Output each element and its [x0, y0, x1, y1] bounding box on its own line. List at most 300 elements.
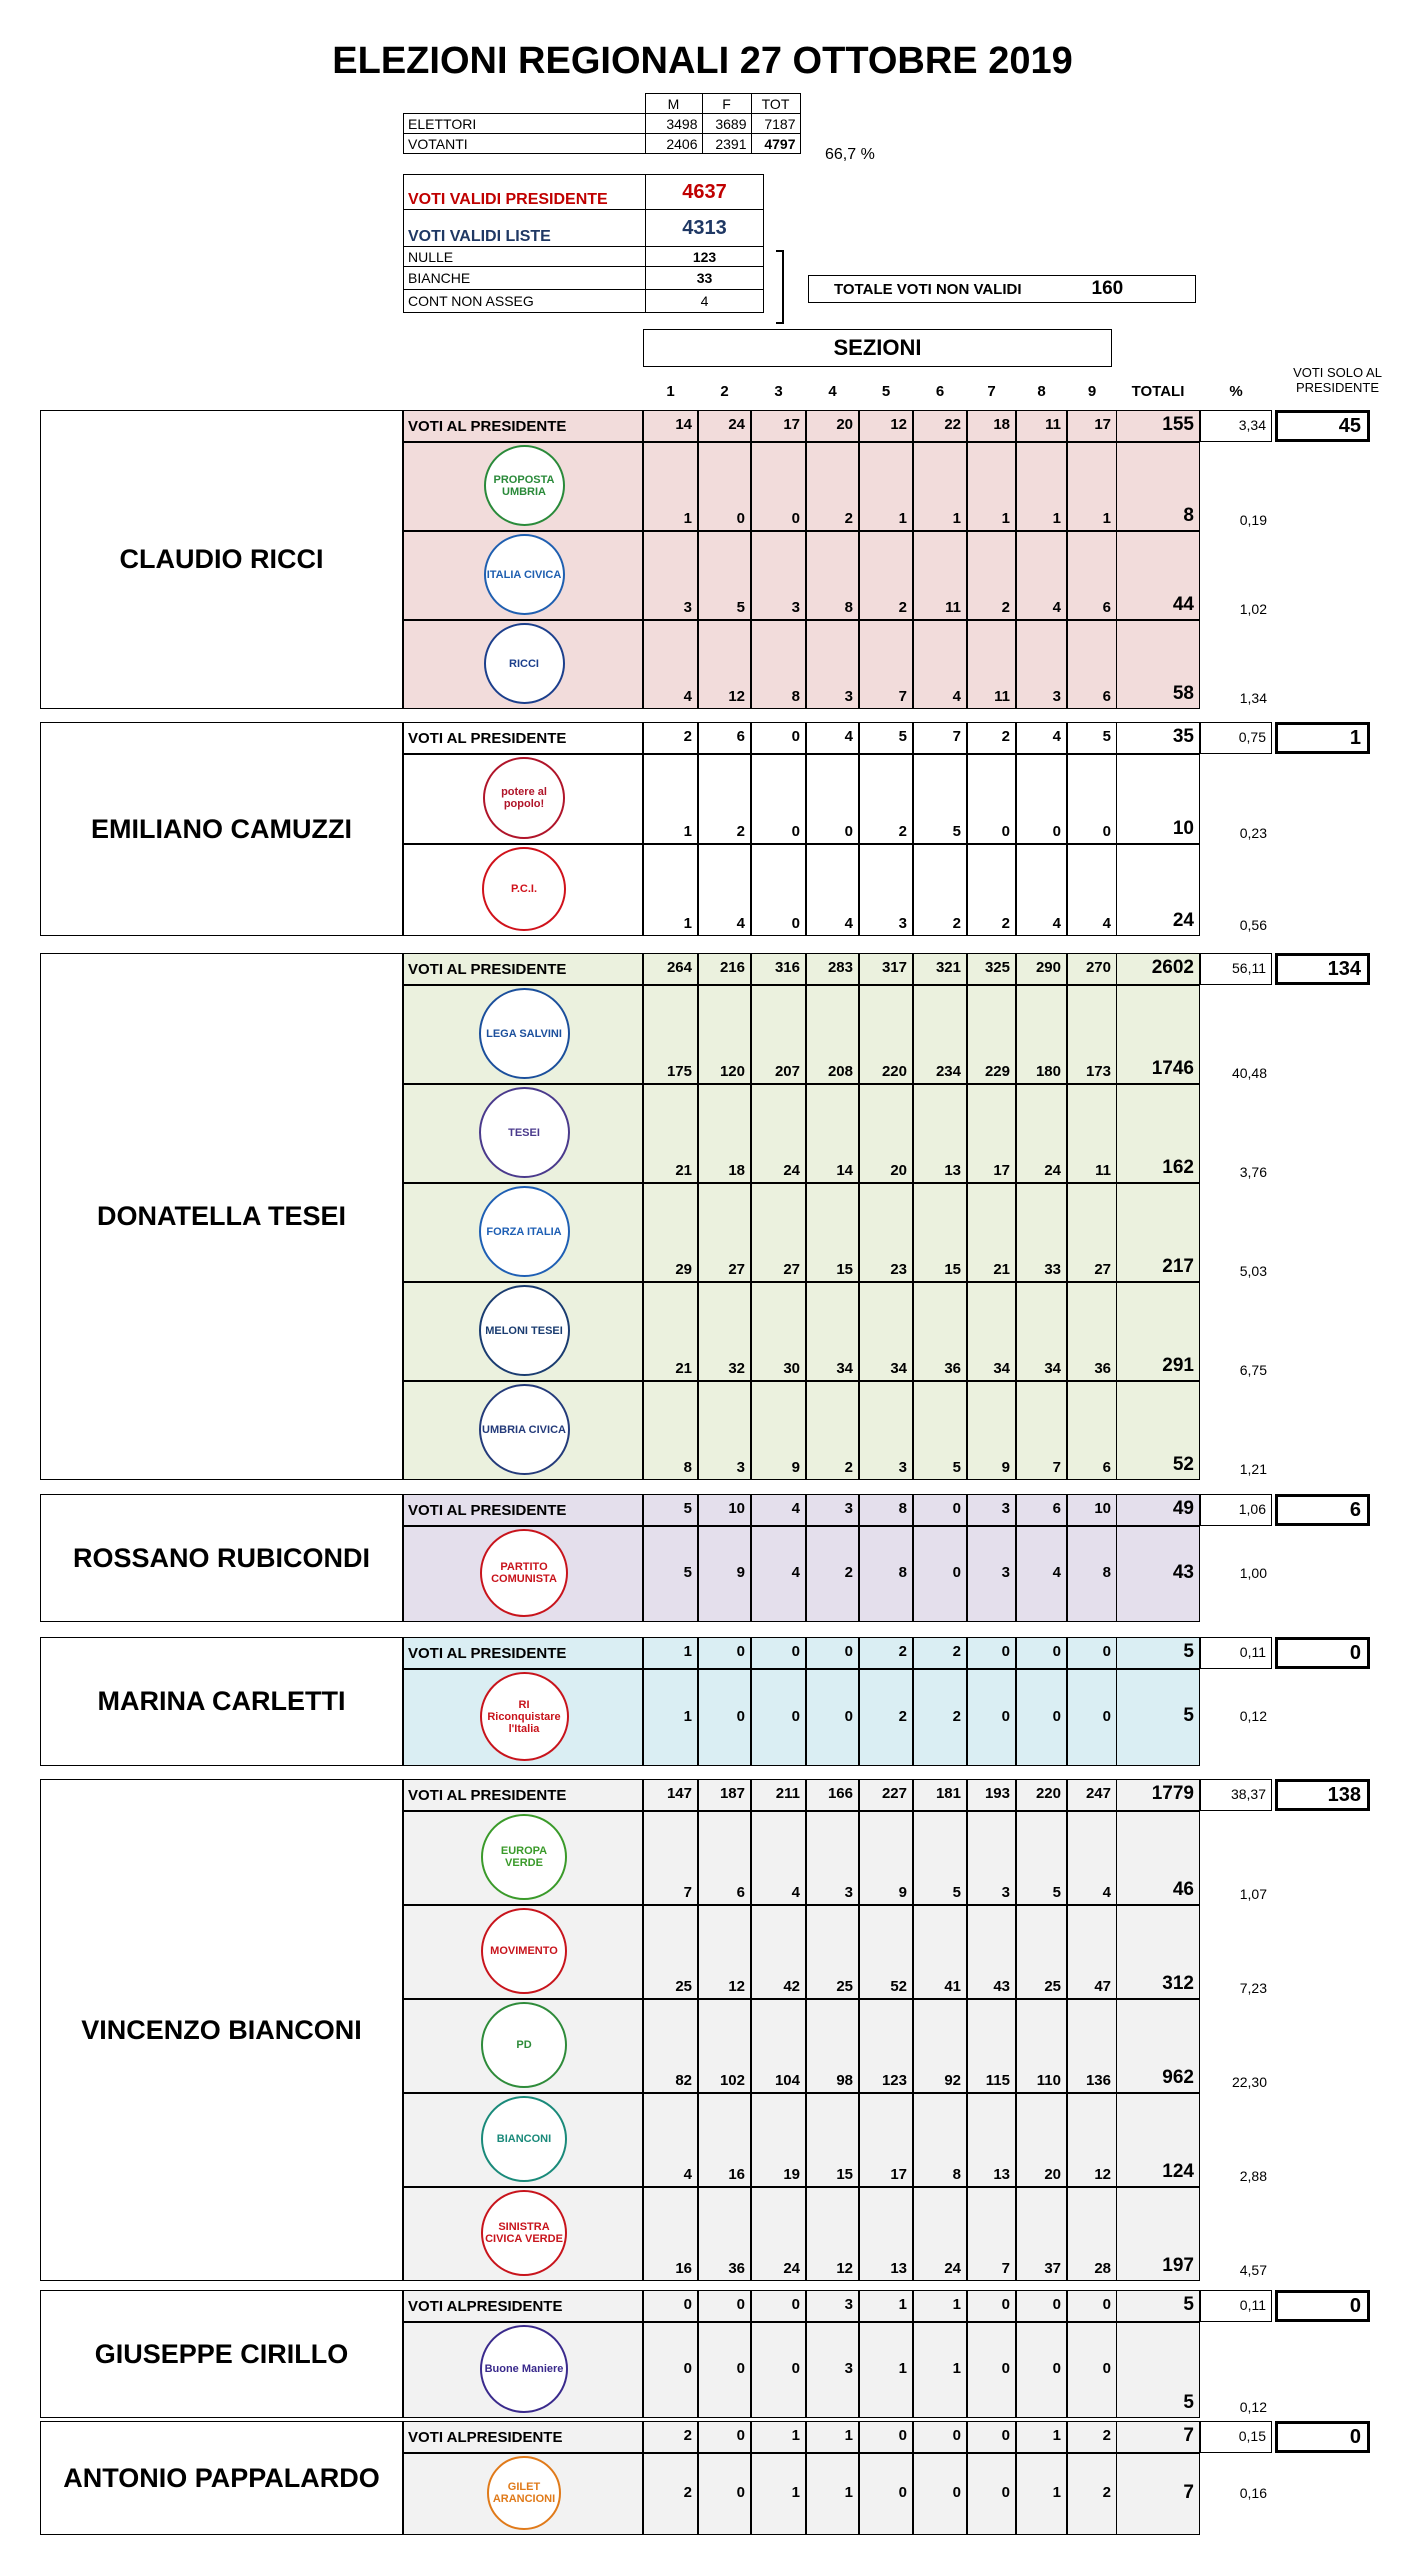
list-section-value: 1: [643, 754, 698, 844]
list-section-value: 2: [643, 2453, 698, 2535]
list-section-value: 208: [806, 985, 859, 1084]
list-logo-cell: [403, 442, 643, 531]
list-total: 10: [1116, 754, 1200, 844]
list-section-value: 1: [1016, 2453, 1067, 2535]
list-section-value: 0: [1016, 754, 1067, 844]
vvl-label: VOTI VALIDI LISTE: [404, 210, 646, 247]
list-section-value: 27: [698, 1183, 751, 1282]
party-logo-icon: GILET ARANCIONI: [487, 2456, 561, 2530]
list-section-value: 0: [751, 2322, 806, 2418]
presidente-section-value: 0: [913, 1494, 967, 1526]
list-pct: 7,23: [1239, 1980, 1267, 1996]
list-total: 7: [1116, 2453, 1200, 2535]
list-logo-cell: [403, 620, 643, 709]
list-section-value: 2: [806, 442, 859, 531]
list-section-value: 175: [643, 985, 698, 1084]
page-title: ELEZIONI REGIONALI 27 OTTOBRE 2019: [332, 40, 1073, 82]
list-total: 197: [1116, 2187, 1200, 2281]
list-logo-cell: [403, 1905, 643, 1999]
section-header-1: 1: [666, 383, 675, 400]
list-section-value: 82: [643, 1999, 698, 2093]
presidente-section-value: 1: [1016, 2421, 1067, 2453]
list-section-value: 115: [967, 1999, 1016, 2093]
presidente-section-value: 8: [859, 1494, 913, 1526]
presidente-section-value: 187: [698, 1779, 751, 1811]
presidente-section-value: 0: [967, 1637, 1016, 1669]
list-section-value: 47: [1067, 1905, 1117, 1999]
presidente-section-value: 270: [1067, 953, 1117, 985]
presidente-pct: 0,15: [1200, 2421, 1272, 2453]
col-f: F: [702, 94, 751, 114]
list-section-value: 0: [1067, 1669, 1117, 1766]
presidente-section-value: 18: [967, 410, 1016, 442]
presidente-section-value: 2: [859, 1637, 913, 1669]
list-section-value: 8: [643, 1381, 698, 1480]
bianche-value: 33: [646, 267, 764, 290]
list-pct: 3,76: [1239, 1164, 1267, 1180]
list-section-value: 5: [698, 531, 751, 620]
presidente-total: 5: [1116, 2290, 1200, 2322]
list-section-value: 11: [913, 531, 967, 620]
list-section-value: 23: [859, 1183, 913, 1282]
list-logo-cell: [403, 531, 643, 620]
presidente-section-value: 216: [698, 953, 751, 985]
nulle-label: NULLE: [404, 247, 646, 267]
presidente-section-value: 4: [751, 1494, 806, 1526]
presidente-section-value: 1: [913, 2290, 967, 2322]
presidente-section-value: 264: [643, 953, 698, 985]
list-section-value: 13: [913, 1084, 967, 1183]
list-section-value: 8: [913, 2093, 967, 2187]
list-section-value: 8: [1067, 1526, 1117, 1622]
list-logo-cell: [403, 2322, 643, 2418]
list-pct: 1,07: [1239, 1886, 1267, 1902]
list-section-value: 2: [967, 844, 1016, 936]
list-section-value: 0: [967, 2322, 1016, 2418]
list-total: 217: [1116, 1183, 1200, 1282]
presidente-section-value: 193: [967, 1779, 1016, 1811]
presidente-section-value: 0: [751, 1637, 806, 1669]
list-section-value: 0: [967, 1669, 1016, 1766]
list-section-value: 36: [698, 2187, 751, 2281]
list-section-value: 0: [1067, 754, 1117, 844]
presidente-section-value: 0: [806, 1637, 859, 1669]
presidente-section-value: 0: [698, 2421, 751, 2453]
list-pct: 4,57: [1239, 2262, 1267, 2278]
list-section-value: 173: [1067, 985, 1117, 1084]
presidente-pct: 56,11: [1200, 953, 1272, 985]
list-section-value: 5: [913, 1811, 967, 1905]
list-section-value: 229: [967, 985, 1016, 1084]
presidente-section-value: 2: [967, 722, 1016, 754]
presidente-section-value: 5: [1067, 722, 1117, 754]
section-header-2: 2: [720, 383, 729, 400]
party-logo-icon: PARTITO COMUNISTA: [480, 1529, 568, 1617]
list-section-value: 207: [751, 985, 806, 1084]
list-pct: 0,16: [1239, 2484, 1267, 2501]
list-section-value: 11: [1067, 1084, 1117, 1183]
list-logo-cell: [403, 1811, 643, 1905]
voti-solo-presidente: 1: [1275, 722, 1370, 754]
list-section-value: 8: [751, 620, 806, 709]
list-section-value: 92: [913, 1999, 967, 2093]
voti-solo-presidente: 0: [1275, 1637, 1370, 1669]
list-total: 44: [1116, 531, 1200, 620]
list-total: 52: [1116, 1381, 1200, 1480]
list-section-value: 24: [913, 2187, 967, 2281]
list-section-value: 1: [751, 2453, 806, 2535]
list-section-value: 4: [1016, 1526, 1067, 1622]
voti-solo-presidente: 134: [1275, 953, 1370, 985]
list-section-value: 0: [751, 844, 806, 936]
voti-solo-presidente: 138: [1275, 1779, 1370, 1811]
list-section-value: 13: [859, 2187, 913, 2281]
list-section-value: 34: [1016, 1282, 1067, 1381]
bianche-label: BIANCHE: [404, 267, 646, 290]
party-logo-icon: FORZA ITALIA: [479, 1186, 570, 1277]
list-section-value: 9: [967, 1381, 1016, 1480]
sezioni-box: [643, 329, 1112, 367]
list-section-value: 7: [859, 620, 913, 709]
list-section-value: 9: [698, 1526, 751, 1622]
presidente-section-value: 5: [643, 1494, 698, 1526]
list-logo-cell: [403, 985, 643, 1084]
party-logo-icon: MOVIMENTO: [481, 1908, 567, 1994]
presidente-section-value: 316: [751, 953, 806, 985]
presidente-section-value: 17: [1067, 410, 1117, 442]
voti-solo-presidente: 6: [1275, 1494, 1370, 1526]
party-logo-icon: MELONI TESEI: [479, 1285, 570, 1376]
list-section-value: 21: [967, 1183, 1016, 1282]
voti-solo-presidente: 45: [1275, 410, 1370, 442]
presidente-section-value: 1: [859, 2290, 913, 2322]
list-section-value: 1: [806, 2453, 859, 2535]
presidente-section-value: 2: [643, 2421, 698, 2453]
voti-presidente-label: VOTI AL PRESIDENTE: [403, 722, 643, 754]
presidente-section-value: 166: [806, 1779, 859, 1811]
list-section-value: 4: [1016, 531, 1067, 620]
list-total: 124: [1116, 2093, 1200, 2187]
party-logo-icon: RI Riconquistare l'Italia: [480, 1672, 569, 1761]
list-section-value: 20: [859, 1084, 913, 1183]
list-section-value: 17: [967, 1084, 1016, 1183]
list-section-value: 3: [806, 2322, 859, 2418]
section-header-3: 3: [774, 383, 783, 400]
presidente-section-value: 2: [1067, 2421, 1117, 2453]
list-section-value: 15: [806, 2093, 859, 2187]
list-total: 162: [1116, 1084, 1200, 1183]
presidente-section-value: 6: [698, 722, 751, 754]
list-section-value: 2: [859, 1669, 913, 1766]
voti-presidente-label: VOTI AL PRESIDENTE: [403, 953, 643, 985]
section-header-9: 9: [1087, 383, 1097, 400]
list-section-value: 15: [806, 1183, 859, 1282]
list-section-value: 5: [913, 1381, 967, 1480]
list-section-value: 30: [751, 1282, 806, 1381]
list-logo-cell: [403, 1669, 643, 1766]
list-section-value: 4: [751, 1811, 806, 1905]
presidente-section-value: 0: [859, 2421, 913, 2453]
list-section-value: 180: [1016, 985, 1067, 1084]
presidente-section-value: 22: [913, 410, 967, 442]
section-header-5: 5: [881, 383, 891, 400]
list-section-value: 0: [698, 442, 751, 531]
list-section-value: 2: [806, 1381, 859, 1480]
list-section-value: 25: [806, 1905, 859, 1999]
list-section-value: 41: [913, 1905, 967, 1999]
list-section-value: 1: [1067, 442, 1117, 531]
list-section-value: 4: [1016, 844, 1067, 936]
elettori-f: 3689: [702, 114, 751, 134]
list-section-value: 6: [698, 1811, 751, 1905]
list-section-value: 8: [859, 1526, 913, 1622]
list-section-value: 24: [751, 1084, 806, 1183]
list-section-value: 0: [698, 1669, 751, 1766]
presidente-pct: 0,11: [1200, 2290, 1272, 2322]
list-section-value: 25: [1016, 1905, 1067, 1999]
cont-value: 4: [646, 290, 764, 313]
list-section-value: 123: [859, 1999, 913, 2093]
list-section-value: 11: [967, 620, 1016, 709]
list-total: 291: [1116, 1282, 1200, 1381]
list-section-value: 3: [1016, 620, 1067, 709]
summary-details: [403, 174, 764, 313]
list-logo-cell: [403, 1084, 643, 1183]
list-section-value: 2: [913, 1669, 967, 1766]
list-pct: 0,23: [1239, 825, 1267, 841]
list-section-value: 24: [751, 2187, 806, 2281]
list-pct: 1,34: [1239, 690, 1267, 706]
voti-presidente-label: VOTI ALPRESIDENTE: [403, 2421, 643, 2453]
presidente-section-value: 0: [1016, 2290, 1067, 2322]
presidente-total: 35: [1116, 722, 1200, 754]
votanti-f: 2391: [702, 134, 751, 154]
candidate-name: VINCENZO BIANCONI: [40, 1779, 403, 2281]
candidate-name: ANTONIO PAPPALARDO: [40, 2421, 403, 2535]
list-section-value: 34: [806, 1282, 859, 1381]
totale-non-validi-box: [808, 275, 1196, 303]
list-section-value: 12: [1067, 2093, 1117, 2187]
presidente-section-value: 0: [967, 2421, 1016, 2453]
candidate-name: EMILIANO CAMUZZI: [40, 722, 403, 936]
list-pct: 0,12: [1239, 1708, 1267, 1724]
list-section-value: 36: [1067, 1282, 1117, 1381]
presidente-section-value: 0: [1016, 1637, 1067, 1669]
list-section-value: 33: [1016, 1183, 1067, 1282]
list-section-value: 2: [859, 531, 913, 620]
list-section-value: 52: [859, 1905, 913, 1999]
list-section-value: 1: [859, 2322, 913, 2418]
presidente-section-value: 0: [913, 2421, 967, 2453]
list-section-value: 3: [967, 1526, 1016, 1622]
list-total: 5: [1116, 1669, 1200, 1766]
list-section-value: 16: [643, 2187, 698, 2281]
presidente-section-value: 2: [913, 1637, 967, 1669]
presidente-pct: 38,37: [1200, 1779, 1272, 1811]
votanti-pct: 66,7 %: [825, 146, 875, 163]
list-section-value: 104: [751, 1999, 806, 2093]
list-section-value: 0: [751, 1669, 806, 1766]
presidente-pct: 3,34: [1200, 410, 1272, 442]
list-section-value: 27: [751, 1183, 806, 1282]
list-section-value: 3: [967, 1811, 1016, 1905]
pct-header: %: [1229, 383, 1243, 400]
presidente-section-value: 1: [643, 1637, 698, 1669]
list-section-value: 0: [1067, 2322, 1117, 2418]
list-section-value: 2: [698, 754, 751, 844]
presidente-section-value: 325: [967, 953, 1016, 985]
presidente-section-value: 11: [1016, 410, 1067, 442]
list-section-value: 34: [967, 1282, 1016, 1381]
cont-label: CONT NON ASSEG: [404, 290, 646, 313]
presidente-section-value: 14: [643, 410, 698, 442]
list-section-value: 8: [806, 531, 859, 620]
list-section-value: 0: [751, 442, 806, 531]
list-section-value: 36: [913, 1282, 967, 1381]
presidente-section-value: 5: [859, 722, 913, 754]
list-pct: 1,00: [1239, 1564, 1267, 1581]
presidente-section-value: 0: [967, 2290, 1016, 2322]
votanti-m: 2406: [645, 134, 702, 154]
party-logo-icon: BIANCONI: [481, 2096, 567, 2182]
list-section-value: 2: [806, 1526, 859, 1622]
list-pct: 6,75: [1239, 1362, 1267, 1378]
list-section-value: 4: [913, 620, 967, 709]
totali-header: TOTALI: [1131, 383, 1185, 400]
list-section-value: 7: [967, 2187, 1016, 2281]
presidente-section-value: 147: [643, 1779, 698, 1811]
list-section-value: 98: [806, 1999, 859, 2093]
presidente-section-value: 0: [698, 1637, 751, 1669]
list-section-value: 220: [859, 985, 913, 1084]
list-section-value: 32: [698, 1282, 751, 1381]
section-header-4: 4: [828, 383, 837, 400]
party-logo-icon: Buone Maniere: [480, 2325, 568, 2413]
voti-solo-presidente: 0: [1275, 2290, 1370, 2322]
list-section-value: 17: [859, 2093, 913, 2187]
presidente-total: 1779: [1116, 1779, 1200, 1811]
presidente-section-value: 6: [1016, 1494, 1067, 1526]
list-section-value: 13: [967, 2093, 1016, 2187]
list-section-value: 3: [806, 620, 859, 709]
list-total: 962: [1116, 1999, 1200, 2093]
list-logo-cell: [403, 2093, 643, 2187]
list-section-value: 3: [859, 844, 913, 936]
list-total: 312: [1116, 1905, 1200, 1999]
list-section-value: 1: [1016, 442, 1067, 531]
list-section-value: 4: [1067, 844, 1117, 936]
elettori-label: ELETTORI: [404, 114, 646, 134]
party-logo-icon: UMBRIA CIVICA: [479, 1384, 570, 1475]
presidente-section-value: 10: [1067, 1494, 1117, 1526]
list-section-value: 6: [1067, 531, 1117, 620]
presidente-section-value: 0: [643, 2290, 698, 2322]
candidate-name: CLAUDIO RICCI: [40, 410, 403, 709]
list-section-value: 120: [698, 985, 751, 1084]
presidente-section-value: 4: [806, 722, 859, 754]
party-logo-icon: LEGA SALVINI: [479, 988, 570, 1079]
party-logo-icon: potere al popolo!: [483, 757, 565, 839]
presidente-section-value: 20: [806, 410, 859, 442]
presidente-section-value: 0: [751, 2290, 806, 2322]
list-total: 46: [1116, 1811, 1200, 1905]
list-section-value: 29: [643, 1183, 698, 1282]
tnv-value: 160: [1091, 278, 1124, 299]
list-section-value: 3: [806, 1811, 859, 1905]
presidente-section-value: 247: [1067, 1779, 1117, 1811]
list-section-value: 4: [643, 620, 698, 709]
list-logo-cell: [403, 1183, 643, 1282]
presidente-section-value: 321: [913, 953, 967, 985]
party-logo-icon: SINISTRA CIVICA VERDE: [481, 2190, 567, 2276]
presidente-pct: 0,11: [1200, 1637, 1272, 1669]
vvl-value: 4313: [646, 210, 764, 247]
presidente-section-value: 17: [751, 410, 806, 442]
party-logo-icon: PROPOSTA UMBRIA: [484, 445, 565, 526]
presidente-total: 5: [1116, 1637, 1200, 1669]
list-section-value: 4: [751, 1526, 806, 1622]
section-header-6: 6: [935, 383, 945, 400]
list-pct: 0,12: [1239, 2399, 1267, 2415]
list-section-value: 0: [1016, 1669, 1067, 1766]
list-section-value: 12: [806, 2187, 859, 2281]
list-section-value: 1: [967, 442, 1016, 531]
list-pct: 40,48: [1231, 1065, 1267, 1081]
list-section-value: 4: [698, 844, 751, 936]
list-section-value: 0: [1016, 2322, 1067, 2418]
presidente-section-value: 10: [698, 1494, 751, 1526]
presidente-section-value: 0: [1067, 2290, 1117, 2322]
presidente-section-value: 3: [967, 1494, 1016, 1526]
list-section-value: 34: [859, 1282, 913, 1381]
list-total: 24: [1116, 844, 1200, 936]
presidente-total: 155: [1116, 410, 1200, 442]
list-pct: 2,88: [1239, 2168, 1267, 2184]
presidente-pct: 0,75: [1200, 722, 1272, 754]
column-header-row: [0, 365, 1405, 410]
list-section-value: 21: [643, 1282, 698, 1381]
list-section-value: 9: [751, 1381, 806, 1480]
list-section-value: 24: [1016, 1084, 1067, 1183]
presidente-section-value: 3: [806, 1494, 859, 1526]
elettori-m: 3498: [645, 114, 702, 134]
party-logo-icon: RICCI: [484, 623, 565, 704]
list-section-value: 1: [643, 442, 698, 531]
list-section-value: 3: [751, 531, 806, 620]
list-section-value: 5: [643, 1526, 698, 1622]
voti-presidente-label: VOTI AL PRESIDENTE: [403, 1779, 643, 1811]
list-section-value: 2: [859, 754, 913, 844]
list-section-value: 0: [698, 2322, 751, 2418]
presidente-section-value: 2: [643, 722, 698, 754]
list-section-value: 1: [859, 442, 913, 531]
list-section-value: 1: [643, 1669, 698, 1766]
list-section-value: 12: [698, 620, 751, 709]
list-section-value: 2: [913, 844, 967, 936]
presidente-section-value: 317: [859, 953, 913, 985]
presidente-section-value: 7: [913, 722, 967, 754]
list-section-value: 20: [1016, 2093, 1067, 2187]
list-section-value: 16: [698, 2093, 751, 2187]
list-section-value: 7: [643, 1811, 698, 1905]
list-section-value: 0: [859, 2453, 913, 2535]
list-section-value: 2: [1067, 2453, 1117, 2535]
presidente-section-value: 0: [751, 722, 806, 754]
list-section-value: 0: [967, 2453, 1016, 2535]
list-section-value: 1: [913, 2322, 967, 2418]
presidente-section-value: 24: [698, 410, 751, 442]
candidate-name: ROSSANO RUBICONDI: [40, 1494, 403, 1622]
